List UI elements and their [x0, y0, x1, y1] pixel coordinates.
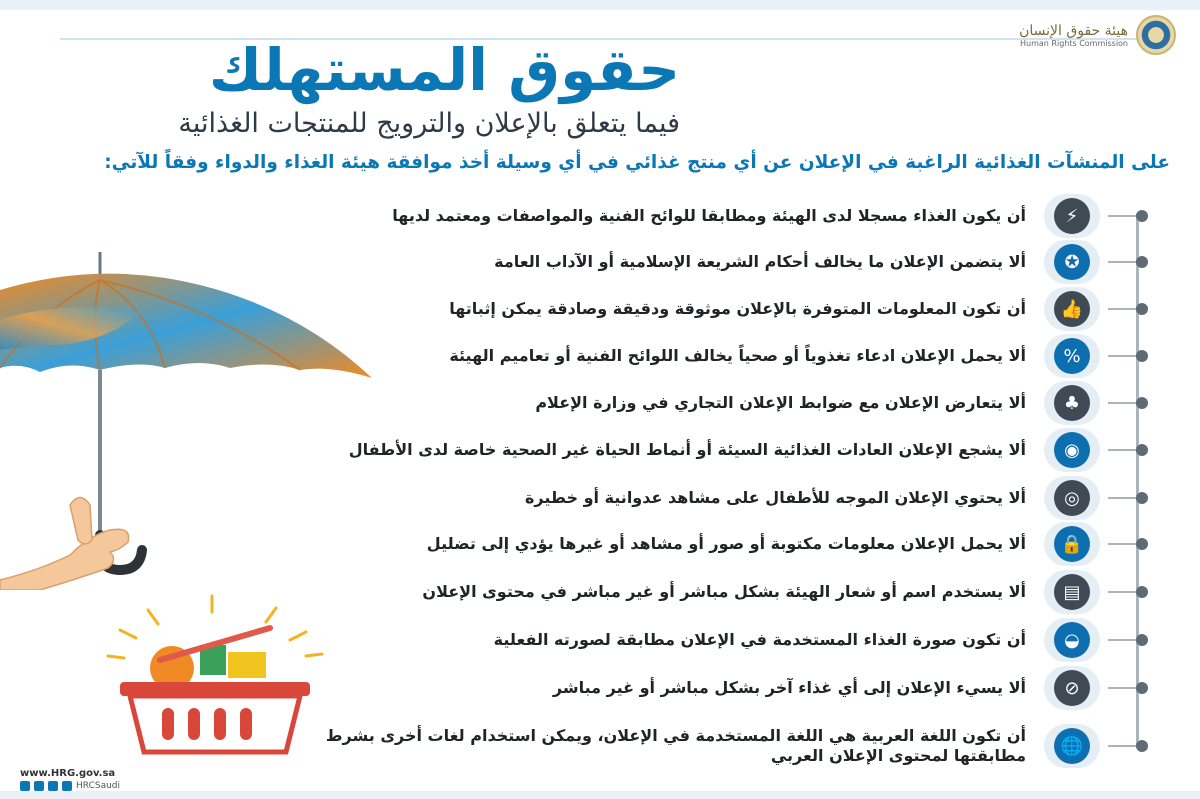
page-subtitle: فيما يتعلق بالإعلان والترويج للمنتجات الغذائية [178, 108, 680, 139]
bottom-frame [0, 791, 1200, 799]
globe-icon: 🌐 [1054, 728, 1090, 764]
timeline-dot [1136, 492, 1148, 504]
top-frame [0, 0, 1200, 10]
saudi-emblem-icon: ♣ [1054, 385, 1090, 421]
logo-english-text: Human Rights Commission [1020, 38, 1128, 48]
rule-text: ألا يحمل الإعلان ادعاء تغذوياً أو صحياً يخالف اللوائح الفنية أو تعاميم الهيئة [449, 346, 1026, 365]
rule-item-7 [244, 476, 1144, 520]
rule-text: ألا يستخدم اسم أو شعار الهيئة بشكل مباشر أو غير مباشر في محتوى الإعلان [422, 582, 1026, 601]
rule-item-2 [244, 240, 1144, 284]
timeline-connector [1108, 543, 1136, 545]
timeline-dot [1136, 634, 1148, 646]
website-link[interactable]: www.HRG.gov.sa [20, 768, 116, 779]
percent-icon: % [1054, 338, 1090, 374]
rule-item-12 [244, 724, 1144, 768]
timeline-connector [1108, 402, 1136, 404]
timeline-dot [1136, 303, 1148, 315]
timeline-connector [1108, 215, 1136, 217]
icon-badge [1044, 194, 1100, 238]
instagram-icon[interactable] [62, 781, 72, 791]
twitter-icon[interactable] [20, 781, 30, 791]
rule-item-11 [244, 666, 1144, 710]
social-links [20, 781, 120, 791]
timeline-connector [1108, 308, 1136, 310]
food-dish-icon: ◒ [1054, 622, 1090, 658]
rule-text: ألا يحمل الإعلان معلومات مكتوبة أو صور أو مشاهد أو غيرها يؤدي إلى تضليل [426, 534, 1026, 553]
timeline-dot [1136, 256, 1148, 268]
timeline-connector [1108, 449, 1136, 451]
timeline-connector [1108, 639, 1136, 641]
rule-text: ألا يشجع الإعلان العادات الغذائية السيئة أو أنماط الحياة غير الصحية خاصة لدى الأطفال [348, 440, 1026, 459]
icon-badge [1044, 724, 1100, 768]
prohibited-icon: ⊘ [1054, 670, 1090, 706]
logo-text [1019, 23, 1128, 48]
quran-icon: ✪ [1054, 244, 1090, 280]
timeline-connector [1108, 745, 1136, 747]
rule-item-4 [244, 334, 1144, 378]
facebook-icon[interactable] [48, 781, 58, 791]
intro-text: على المنشآت الغذائية الراغبة في الإعلان عن أي منتج غذائي في أي وسيلة أخذ موافقة هيئة الغذاء والدواء وفقاً للآتي: [104, 152, 1170, 173]
timeline-dot [1136, 740, 1148, 752]
rule-item-8 [244, 522, 1144, 566]
timeline-connector [1108, 355, 1136, 357]
timeline-connector [1108, 591, 1136, 593]
rule-text: ألا يتعارض الإعلان مع ضوابط الإعلان التجاري في وزارة الإعلام [535, 393, 1026, 412]
icon-badge [1044, 381, 1100, 425]
rule-text: ألا يتضمن الإعلان ما يخالف أحكام الشريعة الإسلامية أو الآداب العامة [494, 252, 1026, 271]
running-figure-icon: ⚡ [1054, 198, 1090, 234]
social-handle: HRCSaudi [76, 781, 121, 791]
timeline-dot [1136, 210, 1148, 222]
timeline-connector [1108, 261, 1136, 263]
timeline-connector [1108, 497, 1136, 499]
youtube-icon[interactable] [34, 781, 44, 791]
lock-icon: 🔒 [1054, 526, 1090, 562]
icon-badge [1044, 570, 1100, 614]
timeline-connector [1108, 687, 1136, 689]
page-title: حقوق المستهلك [208, 36, 680, 104]
icon-badge [1044, 522, 1100, 566]
rule-item-1 [244, 194, 1144, 238]
thumb-illustration [70, 498, 92, 545]
timeline-dot [1136, 586, 1148, 598]
rule-text: أن تكون صورة الغذاء المستخدمة في الإعلان مطابقة لصورته الفعلية [493, 630, 1026, 649]
rule-text: أن تكون المعلومات المتوفرة بالإعلان موثوقة ودقيقة وصادقة يمكن إثباتها [449, 299, 1026, 318]
rule-item-9 [244, 570, 1144, 614]
timeline-dot [1136, 444, 1148, 456]
icon-badge [1044, 618, 1100, 662]
icon-badge [1044, 476, 1100, 520]
eye-icon: ◎ [1054, 480, 1090, 516]
timeline-dot [1136, 538, 1148, 550]
icon-badge [1044, 334, 1100, 378]
rule-item-5 [244, 381, 1144, 425]
icon-badge [1044, 428, 1100, 472]
icon-badge [1044, 666, 1100, 710]
rule-item-10 [244, 618, 1144, 662]
timeline-dot [1136, 350, 1148, 362]
rule-item-6 [244, 428, 1144, 472]
thumbs-up-icon: 👍 [1054, 291, 1090, 327]
rule-text: ألا يسيء الإعلان إلى أي غذاء آخر بشكل مباشر أو غير مباشر [552, 678, 1026, 697]
hrc-logo [936, 10, 1176, 60]
timeline-dot [1136, 397, 1148, 409]
plate-cutlery-icon: ◉ [1054, 432, 1090, 468]
rule-text: أن تكون اللغة العربية هي اللغة المستخدمة في الإعلان، ويمكن استخدام لغات أخرى بشرط مطابقتها لمحتوى الإعلان العربي [325, 726, 1026, 765]
hrc-emblem-icon [1136, 15, 1176, 55]
hand-illustration [0, 529, 129, 590]
icon-badge [1044, 240, 1100, 284]
logo-arabic-text: هيئة حقوق الإنسان [1019, 22, 1128, 39]
timeline-dot [1136, 682, 1148, 694]
icon-badge [1044, 287, 1100, 331]
rule-item-3 [244, 287, 1144, 331]
rule-text: ألا يحتوي الإعلان الموجه للأطفال على مشاهد عدوانية أو خطيرة [524, 488, 1026, 507]
document-icon: ▤ [1054, 574, 1090, 610]
rule-text: أن يكون الغذاء مسجلا لدى الهيئة ومطابقا للوائح الفنية والمواصفات ومعتمد لديها [392, 206, 1026, 225]
